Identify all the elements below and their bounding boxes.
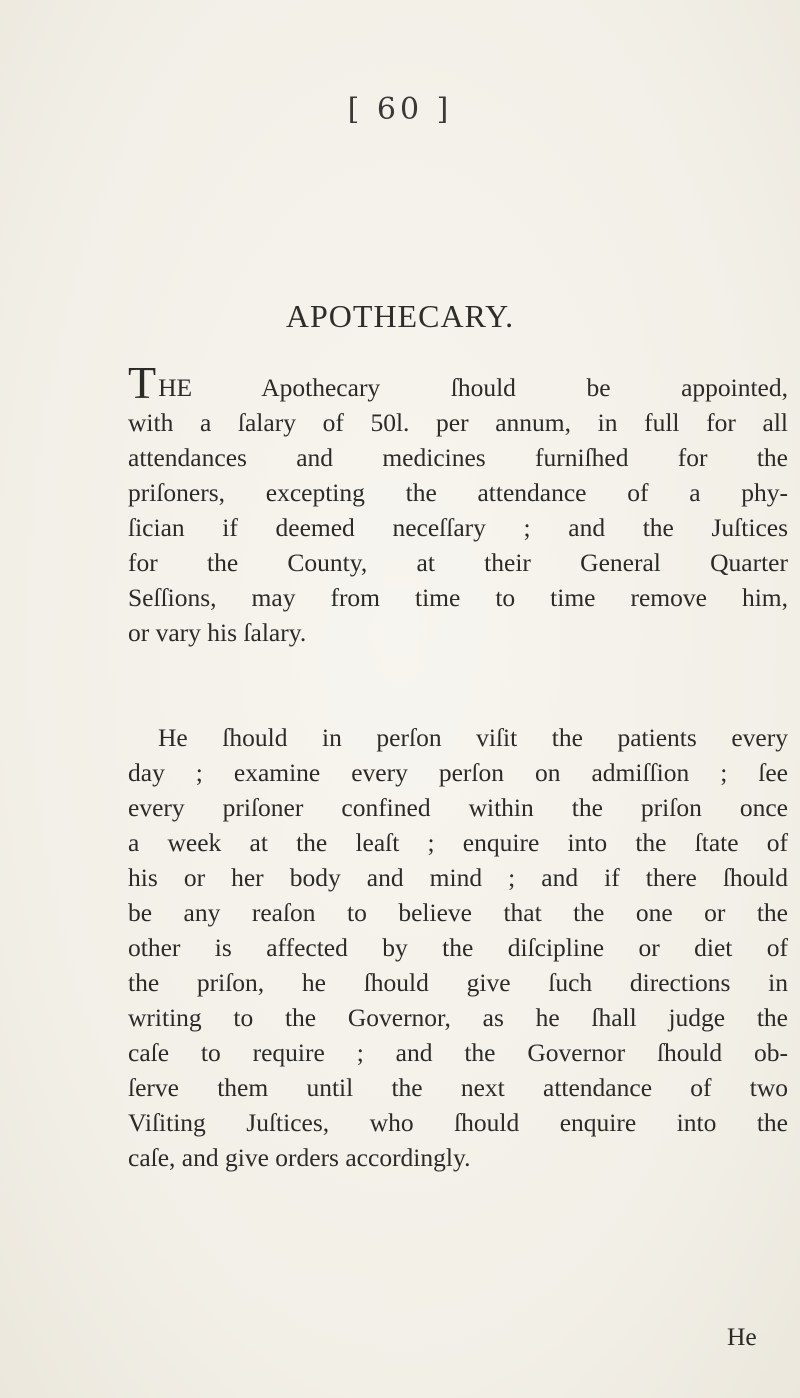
paragraph-line: ſerve them until the next attendance of two xyxy=(128,1073,788,1102)
paragraph-line: every priſoner confined within the priſon once xyxy=(128,793,788,822)
section-heading: APOTHECARY. xyxy=(285,298,515,334)
drop-cap: T xyxy=(128,357,157,408)
paragraph-line: THE Apothecary ſhould be appointed, xyxy=(128,357,788,408)
paragraph-line: ſician if deemed neceſſary ; and the Juſtices xyxy=(128,513,788,542)
page-number: [ 60 ] xyxy=(347,92,453,127)
paragraph-line: a week at the leaſt ; enquire into the ſtate of xyxy=(128,828,788,857)
paragraph-line: or vary his ſalary. xyxy=(128,618,307,647)
paragraph-line: day ; examine every perſon on admiſſion ; ſee xyxy=(128,758,788,787)
paragraph-line: attendances and medicines furniſhed for the xyxy=(128,443,788,472)
paragraph-line: writing to the Governor, as he ſhall judge the xyxy=(128,1003,788,1032)
catchword: He xyxy=(727,1322,757,1351)
paragraph-line: the priſon, he ſhould give ſuch directions in xyxy=(128,968,788,997)
paragraph-line: priſoners, excepting the attendance of a phy- xyxy=(128,478,788,507)
paragraph-duties xyxy=(128,720,788,1175)
paragraph-line: caſe to require ; and the Governor ſhould ob- xyxy=(128,1038,788,1067)
paragraph-line: Seſſions, may from time to time remove him, xyxy=(128,583,788,612)
paragraph-line: for the County, at their General Quarter xyxy=(128,548,788,577)
paragraph-line: He ſhould in perſon viſit the patients every xyxy=(158,723,788,752)
paragraph-line: with a ſalary of 50l. per annum, in full for all xyxy=(128,408,788,437)
paragraph-line: caſe, and give orders accordingly. xyxy=(128,1143,471,1172)
paragraph-line: be any reaſon to believe that the one or the xyxy=(128,898,788,927)
paragraph-line: his or her body and mind ; and if there ſhould xyxy=(128,863,788,892)
paragraph-line: other is affected by the diſcipline or diet of xyxy=(128,933,788,962)
paragraph-line: Viſiting Juſtices, who ſhould enquire into the xyxy=(128,1108,788,1137)
paragraph-appointment xyxy=(128,357,788,650)
